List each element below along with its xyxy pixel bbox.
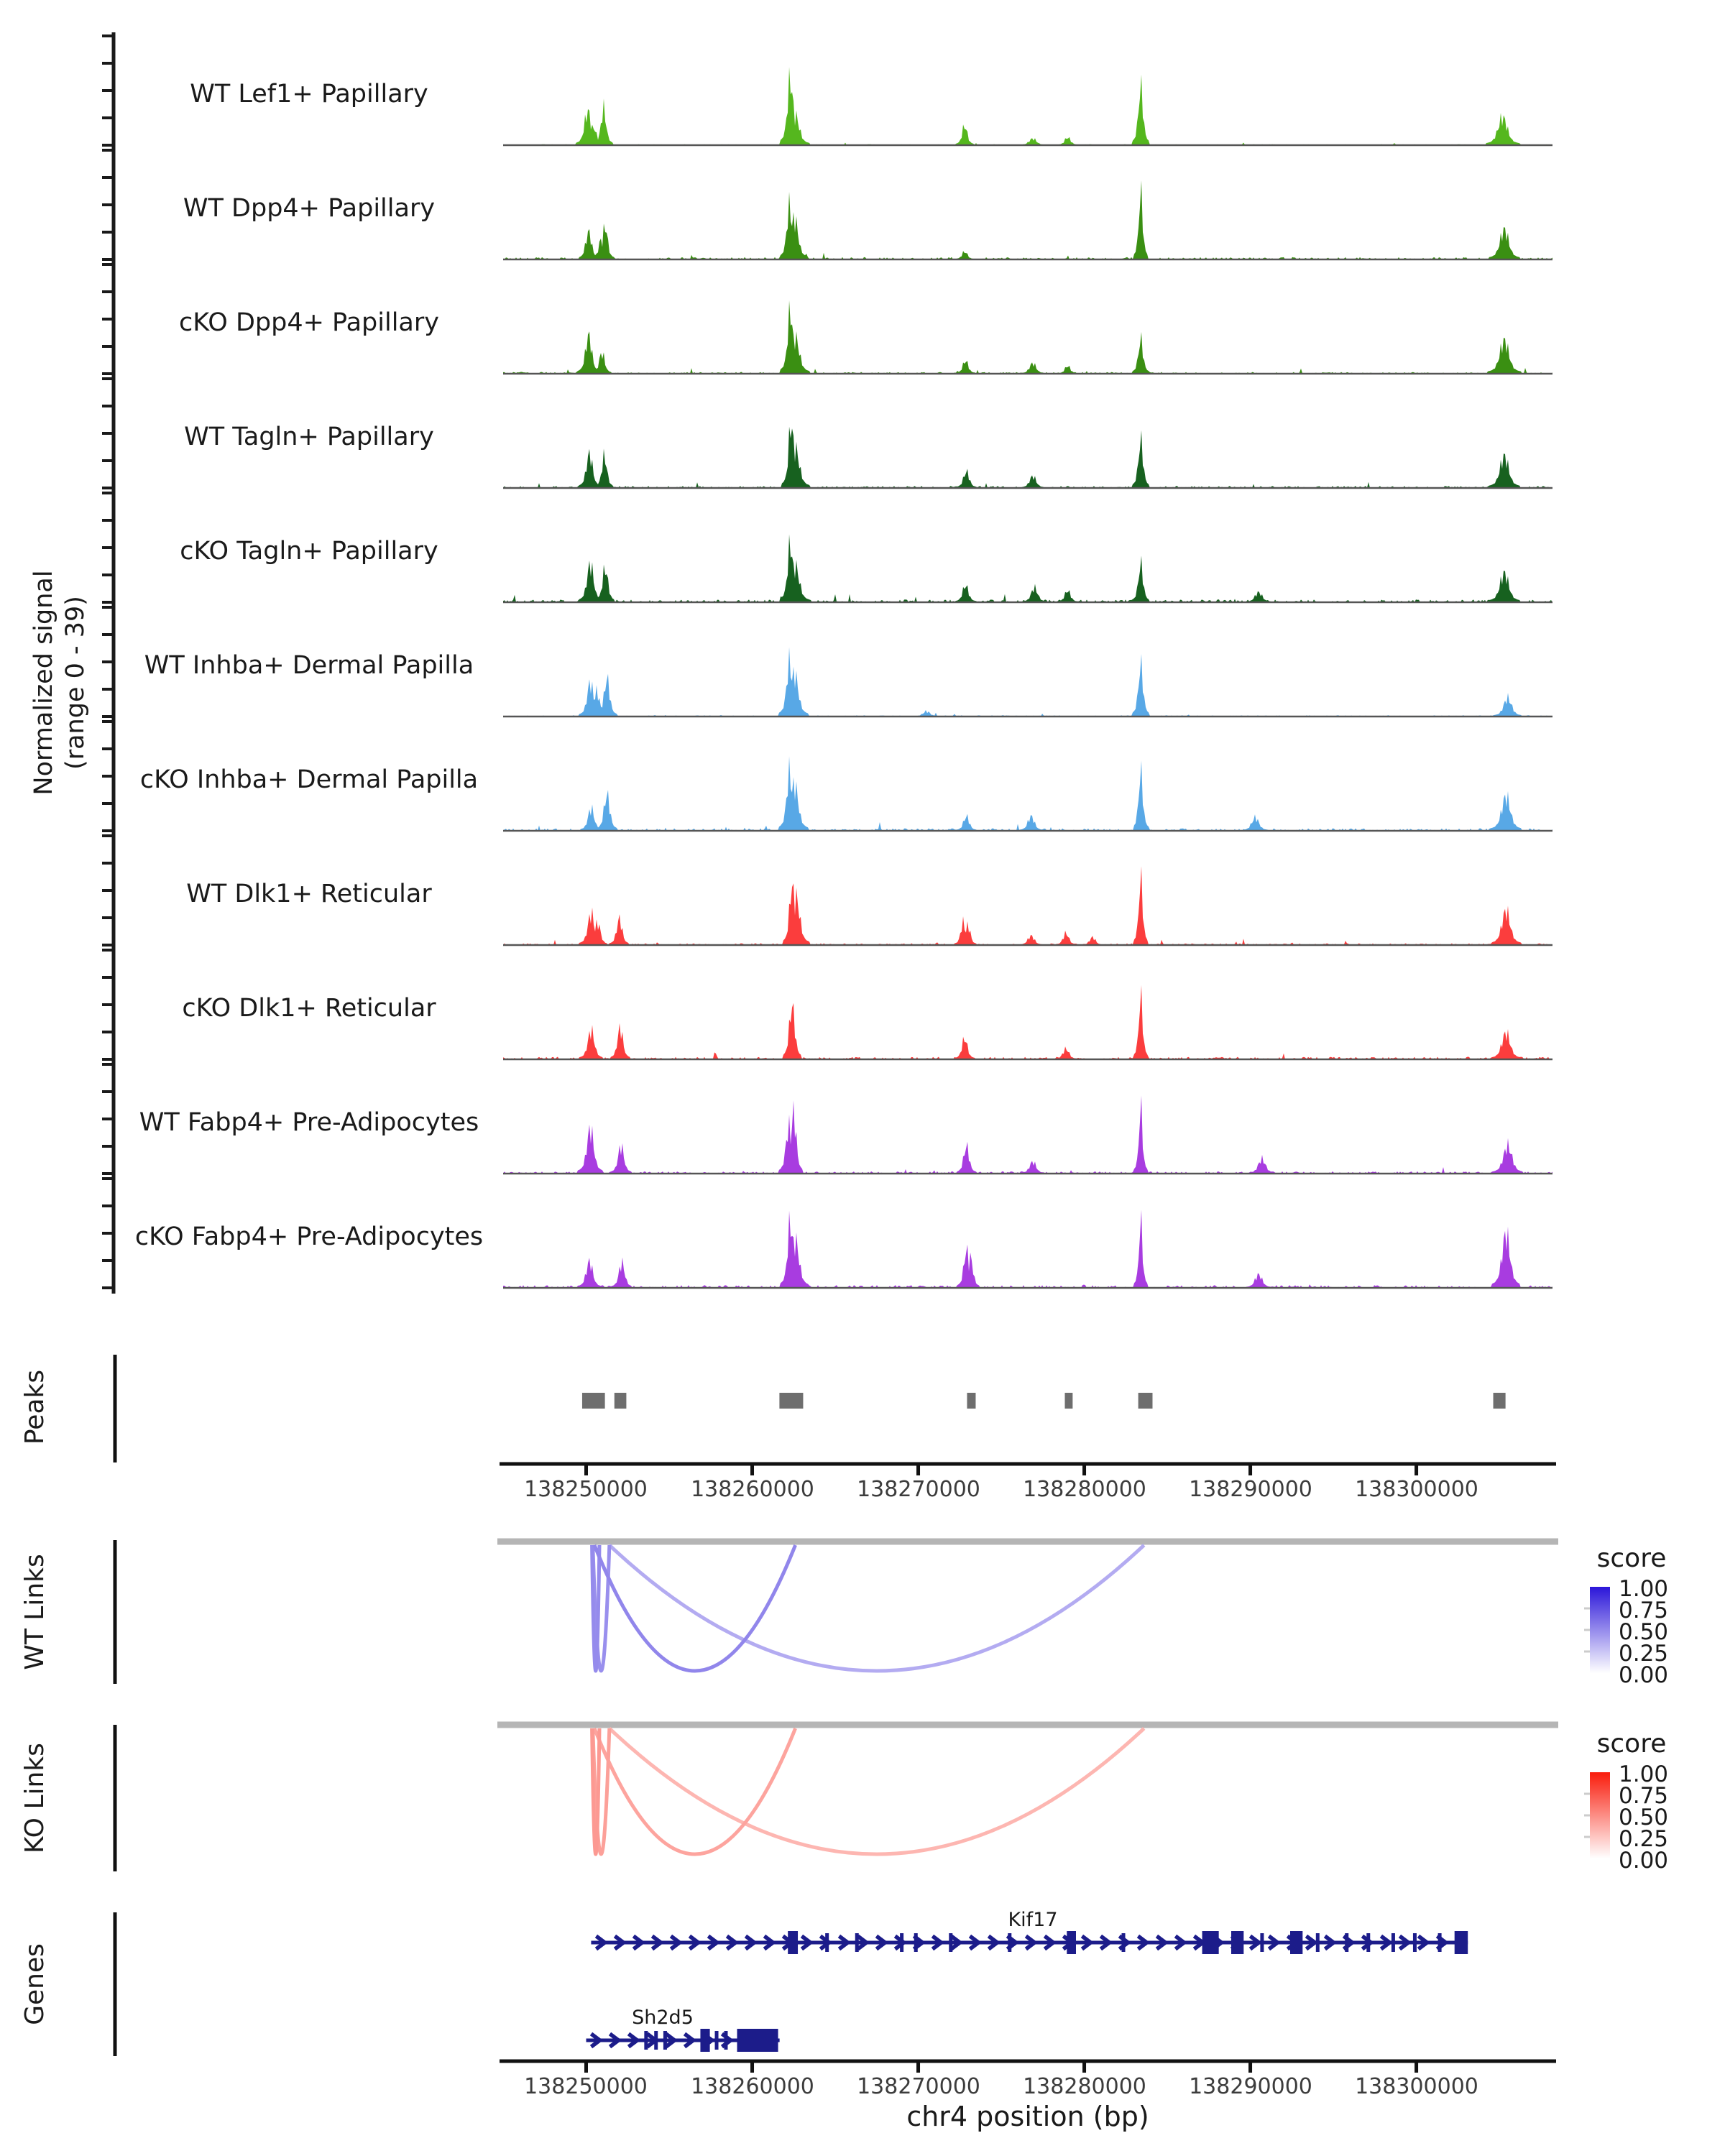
axis1-tick-1: 138260000 xyxy=(691,1477,814,1502)
peak-box xyxy=(1138,1393,1153,1409)
gene-name-sh2d5: Sh2d5 xyxy=(632,2007,694,2029)
gene-exon xyxy=(700,2029,709,2052)
peak-box xyxy=(615,1393,627,1409)
y-axis-label-line1: Normalized signal xyxy=(29,570,58,796)
track-label-8: cKO Dlk1+ Reticular xyxy=(182,994,436,1023)
section-labels xyxy=(20,1370,50,2025)
axis1-tick-3: 138280000 xyxy=(1023,1477,1146,1502)
signal-area-10 xyxy=(503,1210,1552,1288)
gene-exon xyxy=(715,2031,719,2050)
axis2-tick-3: 138280000 xyxy=(1023,2074,1146,2099)
ko-links-track xyxy=(497,1725,1558,1854)
gene-exon xyxy=(1366,1933,1370,1952)
ko-score-legend xyxy=(1590,1729,1668,1874)
signal-area-3 xyxy=(503,427,1552,488)
axis2-tick-5: 138300000 xyxy=(1355,2074,1478,2099)
gene-exon xyxy=(1260,1933,1264,1952)
gene-exon xyxy=(663,2031,667,2050)
peaks-track xyxy=(582,1393,1506,1409)
gene-exon xyxy=(825,1933,829,1952)
gene-exon xyxy=(724,2031,727,2050)
genome-axis-upper xyxy=(500,1464,1556,1475)
track-label-7: WT Dlk1+ Reticular xyxy=(186,880,432,908)
gene-exon xyxy=(1290,1931,1302,1954)
peak-box xyxy=(582,1393,605,1409)
gene-exon xyxy=(1455,1931,1468,1954)
gene-exon xyxy=(1231,1931,1243,1954)
wt-legend-tick-0: 1.00 xyxy=(1619,1576,1669,1602)
peak-box xyxy=(967,1393,975,1409)
gene-exon xyxy=(1316,1933,1320,1952)
ko-legend-tick-1: 0.75 xyxy=(1619,1783,1669,1809)
gene-exon xyxy=(1413,1933,1417,1952)
signal-area-6 xyxy=(503,756,1552,831)
axis1-tick-2: 138270000 xyxy=(857,1477,980,1502)
wt-legend-tick-3: 0.25 xyxy=(1619,1641,1669,1667)
gene-exon xyxy=(644,2031,648,2050)
wt-score-legend xyxy=(1590,1544,1668,1688)
axis1-tick-0: 138250000 xyxy=(524,1477,648,1502)
wt-legend-tick-2: 0.50 xyxy=(1619,1619,1669,1645)
peak-box xyxy=(1494,1393,1506,1409)
peaks-section-label: Peaks xyxy=(20,1369,50,1445)
genome-axis-lower-labels xyxy=(524,2074,1478,2099)
gene-exon xyxy=(1202,1931,1219,1954)
axis2-tick-1: 138260000 xyxy=(691,2074,814,2099)
ko-legend-tick-2: 0.50 xyxy=(1619,1805,1669,1830)
axis2-tick-2: 138270000 xyxy=(857,2074,980,2099)
gene-exon xyxy=(1345,1933,1348,1952)
track-label-0: WT Lef1+ Papillary xyxy=(190,80,428,109)
axis1-tick-5: 138300000 xyxy=(1355,1477,1478,1502)
gene-exon xyxy=(949,1933,952,1952)
wt-legend-gradient-bar xyxy=(1590,1587,1610,1673)
signal-y-axis xyxy=(102,32,114,1294)
axis2-tick-4: 138290000 xyxy=(1189,2074,1312,2099)
x-axis-title: chr4 position (bp) xyxy=(906,2101,1149,2132)
peak-box xyxy=(1065,1393,1073,1409)
wt-legend-tick-4: 0.00 xyxy=(1619,1662,1669,1688)
track-label-1: WT Dpp4+ Papillary xyxy=(183,194,436,223)
link-arc xyxy=(610,1545,1144,1671)
gene-exon xyxy=(900,1933,903,1952)
ko-legend-tick-4: 0.00 xyxy=(1619,1848,1669,1874)
gene-exon xyxy=(1438,1933,1442,1952)
gene-exon xyxy=(654,2031,658,2050)
y-axis-label-line2: (range 0 - 39) xyxy=(61,596,90,770)
ko-links-section-label: KO Links xyxy=(20,1743,50,1853)
signal-area-0 xyxy=(503,67,1552,145)
track-label-5: WT Inhba+ Dermal Papilla xyxy=(144,651,474,680)
signal-area-8 xyxy=(503,985,1552,1059)
signal-track-labels xyxy=(135,80,483,1251)
wt-links-section-label: WT Links xyxy=(20,1554,50,1670)
genes-track xyxy=(586,1931,1468,2052)
track-label-3: WT Tagln+ Papillary xyxy=(184,423,434,451)
signal-area-2 xyxy=(503,300,1552,374)
signal-area-5 xyxy=(503,647,1552,717)
signal-area-9 xyxy=(503,1095,1552,1174)
track-label-2: cKO Dpp4+ Papillary xyxy=(179,308,439,337)
ko-legend-tick-0: 1.00 xyxy=(1619,1761,1669,1787)
wt-legend-tick-1: 0.75 xyxy=(1619,1598,1669,1623)
axis1-tick-4: 138290000 xyxy=(1189,1477,1312,1502)
ko-legend-tick-3: 0.25 xyxy=(1619,1826,1669,1852)
gene-exon xyxy=(1392,1933,1395,1952)
track-label-6: cKO Inhba+ Dermal Papilla xyxy=(139,765,479,794)
signal-area-7 xyxy=(503,866,1552,945)
gene-exon xyxy=(788,1931,798,1954)
track-label-4: cKO Tagln+ Papillary xyxy=(180,537,438,566)
gene-exon xyxy=(855,1933,859,1952)
peak-box xyxy=(779,1393,803,1409)
genes-section-label: Genes xyxy=(20,1943,50,2025)
wt-legend-title: score xyxy=(1596,1544,1667,1573)
gene-exon xyxy=(1008,1933,1011,1952)
gene-exon xyxy=(914,1933,918,1952)
wt-links-track xyxy=(497,1542,1558,1671)
link-arc xyxy=(610,1728,1144,1854)
axis2-tick-0: 138250000 xyxy=(524,2074,648,2099)
signal-tracks xyxy=(503,67,1552,1288)
gene-exon xyxy=(737,2029,778,2052)
genome-axis-upper-labels xyxy=(524,1477,1478,1502)
gene-exon xyxy=(1122,1933,1126,1952)
link-arc xyxy=(594,1728,796,1854)
gene-name-kif17: Kif17 xyxy=(1008,1909,1058,1931)
genome-axis-lower xyxy=(500,2061,1556,2073)
ko-legend-gradient-bar xyxy=(1590,1772,1610,1858)
track-label-10: cKO Fabp4+ Pre-Adipocytes xyxy=(134,1222,484,1251)
link-arc xyxy=(594,1545,796,1671)
track-label-9: WT Fabp4+ Pre-Adipocytes xyxy=(139,1108,479,1137)
signal-area-4 xyxy=(503,535,1552,603)
ko-legend-title: score xyxy=(1596,1729,1667,1759)
gene-exon xyxy=(1067,1931,1076,1954)
signal-area-1 xyxy=(503,180,1552,259)
